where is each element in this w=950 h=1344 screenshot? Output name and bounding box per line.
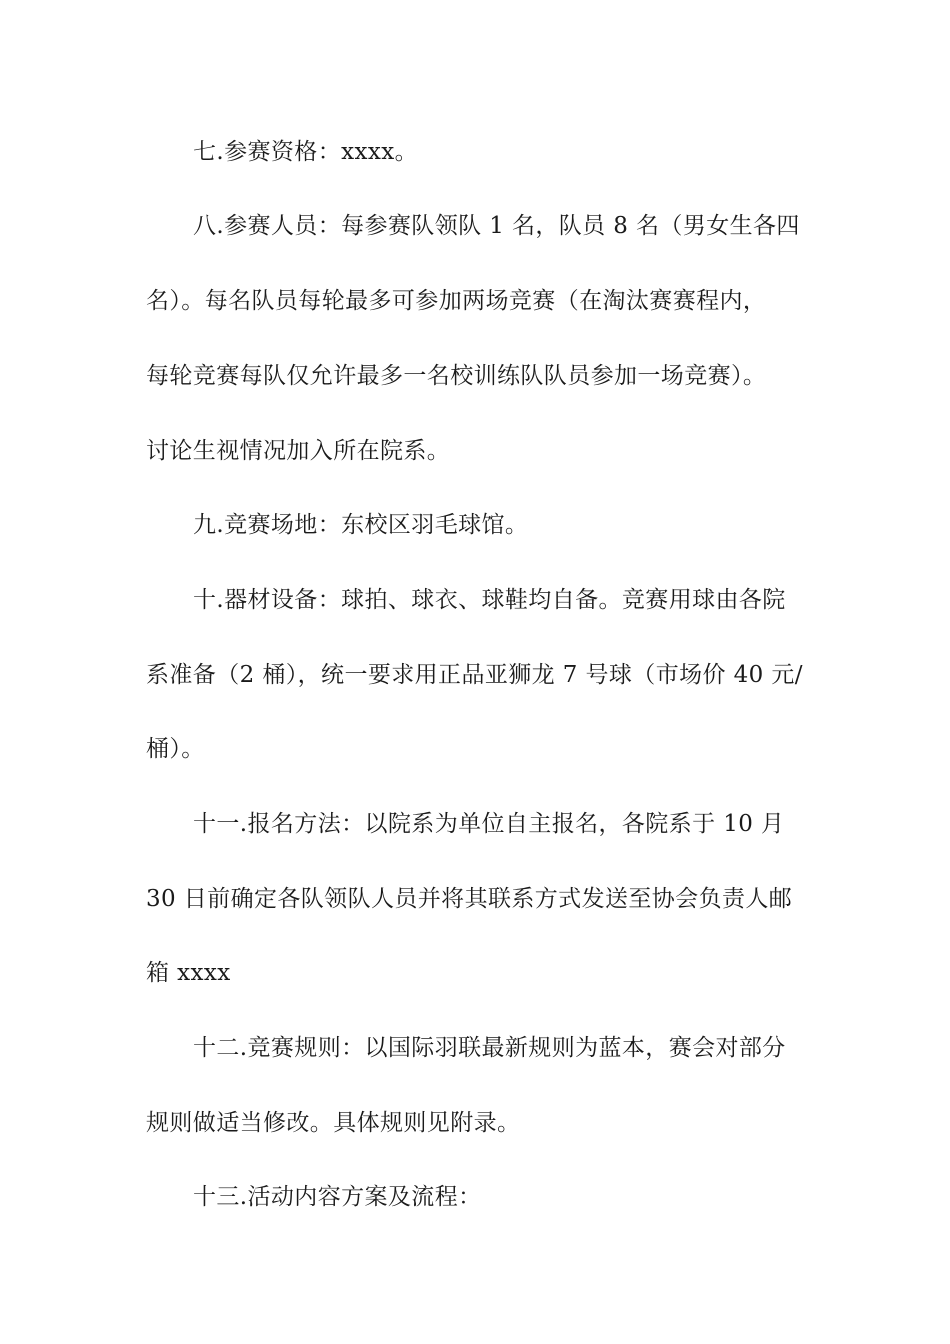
paragraph-line: 讨论生视情况加入所在院系。 <box>146 438 451 464</box>
paragraph-line: 规则做适当修改。具体规则见附录。 <box>146 1110 521 1136</box>
section-11-registration: 十一.报名方法：以院系为单位自主报名，各院系于 10 月 <box>193 811 785 837</box>
section-9-venue: 九.竞赛场地：东校区羽毛球馆。 <box>193 512 529 538</box>
section-8-participants: 八.参赛人员：每参赛队领队 1 名，队员 8 名（男女生各四 <box>193 213 800 239</box>
paragraph-line: 30 日前确定各队领队人员并将其联系方式发送至协会负责人邮 <box>146 886 793 912</box>
paragraph-line: 每轮竞赛每队仅允许最多一名校训练队队员参加一场竞赛）。 <box>146 363 767 389</box>
paragraph-line: 桶）。 <box>146 736 205 762</box>
section-7-eligibility: 七.参赛资格：xxxx。 <box>193 139 418 165</box>
section-10-equipment: 十.器材设备：球拍、球衣、球鞋均自备。竞赛用球由各院 <box>193 587 786 613</box>
paragraph-line: 系准备（2 桶），统一要求用正品亚狮龙 7 号球（市场价 40 元/ <box>146 662 803 688</box>
section-12-rules: 十二.竞赛规则：以国际羽联最新规则为蓝本，赛会对部分 <box>193 1035 786 1061</box>
paragraph-line: 箱 xxxx <box>146 960 231 986</box>
section-13-activity: 十三.活动内容方案及流程： <box>193 1184 482 1210</box>
paragraph-line: 名）。每名队员每轮最多可参加两场竞赛（在淘汰赛赛程内， <box>146 288 767 314</box>
